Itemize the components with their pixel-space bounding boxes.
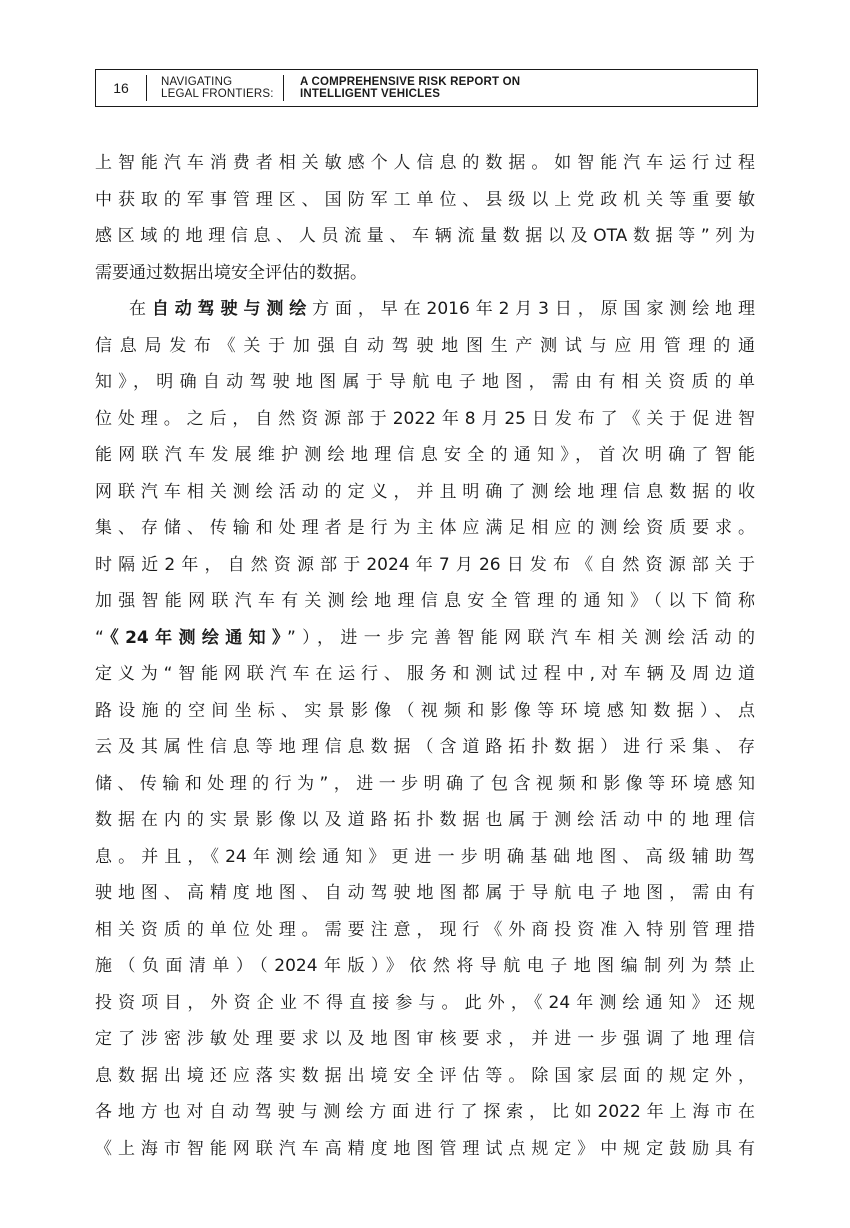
text-line: 息。并且，《24年测绘通知》更进一步明确基础地图、高级辅助驾 (95, 846, 755, 867)
text-line: 相关资质的单位处理。需要注意，现行《外商投资准入特别管理措 (95, 919, 755, 940)
text-line: 集、存储、传输和处理者是行为主体应满足相应的测绘资质要求。 (95, 518, 755, 538)
text-line: 云及其属性信息等地理信息数据（含道路拓扑数据）进行采集、存 (95, 737, 755, 757)
text-span: ”），进一步完善智能网联汽车相关测绘活动的 (286, 627, 755, 648)
text-line: 《上海市智能网联汽车高精度地图管理试点规定》中规定鼓励具有 (95, 1138, 755, 1159)
series-title-line2: LEGAL FRONTIERS: (161, 88, 274, 100)
text-span: 在 (129, 299, 152, 319)
text-span: 方面，早在2016年2月3日，原国家测绘地理 (312, 299, 755, 319)
text-line: 网联汽车相关测绘活动的定义，并且明确了测绘地理信息数据的收 (95, 481, 755, 502)
body-text (95, 148, 755, 1170)
report-title-line1: A COMPREHENSIVE RISK REPORT ON (300, 76, 521, 88)
series-title (147, 76, 283, 100)
report-title-line2: INTELLIGENT VEHICLES (300, 88, 441, 100)
bold-term: 自动驾驶与测绘 (151, 299, 313, 319)
text-line: 储、传输和处理的行为”，进一步明确了包含视频和影像等环境感知 (95, 773, 755, 794)
text-line: 投资项目，外资企业不得直接参与。此外，《24年测绘通知》还规 (95, 992, 755, 1013)
text-line: 位处理。之后，自然资源部于2022年8月25日发布了《关于促进智 (95, 408, 755, 429)
text-line: 中获取的军事管理区、国防军工单位、县级以上党政机关等重要敏 (95, 189, 755, 210)
running-header (95, 69, 758, 107)
text-line: 时隔近2年，自然资源部于2024年7月26日发布《自然资源部关于 (95, 554, 755, 575)
text-line: 能网联汽车发展维护测绘地理信息安全的通知》，首次明确了智能 (95, 445, 755, 465)
text-span: “ (95, 627, 104, 648)
report-title (284, 76, 520, 100)
page-number: 16 (113, 80, 129, 96)
text-line: 感区域的地理信息、人员流量、车辆流量数据以及OTA数据等”列为 (95, 226, 755, 246)
text-line: 息数据出境还应落实数据出境安全评估等。除国家层面的规定外， (95, 1065, 755, 1086)
text-line (95, 623, 755, 660)
text-line (95, 294, 755, 331)
text-line: 定义为“智能网联汽车在运行、服务和测试过程中,对车辆及周边道 (95, 664, 755, 684)
text-line: 加强智能网联汽车有关测绘地理信息安全管理的通知》（以下简称 (95, 591, 755, 611)
bold-term: 《24年测绘通知》 (103, 627, 287, 648)
text-line: 上智能汽车消费者相关敏感个人信息的数据。如智能汽车运行过程 (95, 153, 755, 173)
text-line: 路设施的空间坐标、实景影像（视频和影像等环境感知数据）、点 (95, 700, 755, 721)
text-line: 需要通过数据出境安全评估的数据。 (95, 262, 367, 283)
series-title-line1: NAVIGATING (161, 76, 233, 88)
text-line: 各地方也对自动驾驶与测绘方面进行了探索，比如2022年上海市在 (95, 1102, 755, 1122)
text-line: 数据在内的实景影像以及道路拓扑数据也属于测绘活动中的地理信 (95, 810, 755, 830)
text-line: 定了涉密涉敏处理要求以及地图审核要求，并进一步强调了地理信 (95, 1029, 755, 1049)
text-line: 施（负面清单）（2024年版）》依然将导航电子地图编制列为禁止 (95, 956, 755, 976)
text-line: 信息局发布《关于加强自动驾驶地图生产测试与应用管理的通 (95, 335, 755, 356)
text-line: 驶地图、高精度地图、自动驾驶地图都属于导航电子地图，需由有 (95, 883, 755, 903)
text-line: 知》，明确自动驾驶地图属于导航电子地图，需由有相关资质的单 (95, 372, 755, 392)
